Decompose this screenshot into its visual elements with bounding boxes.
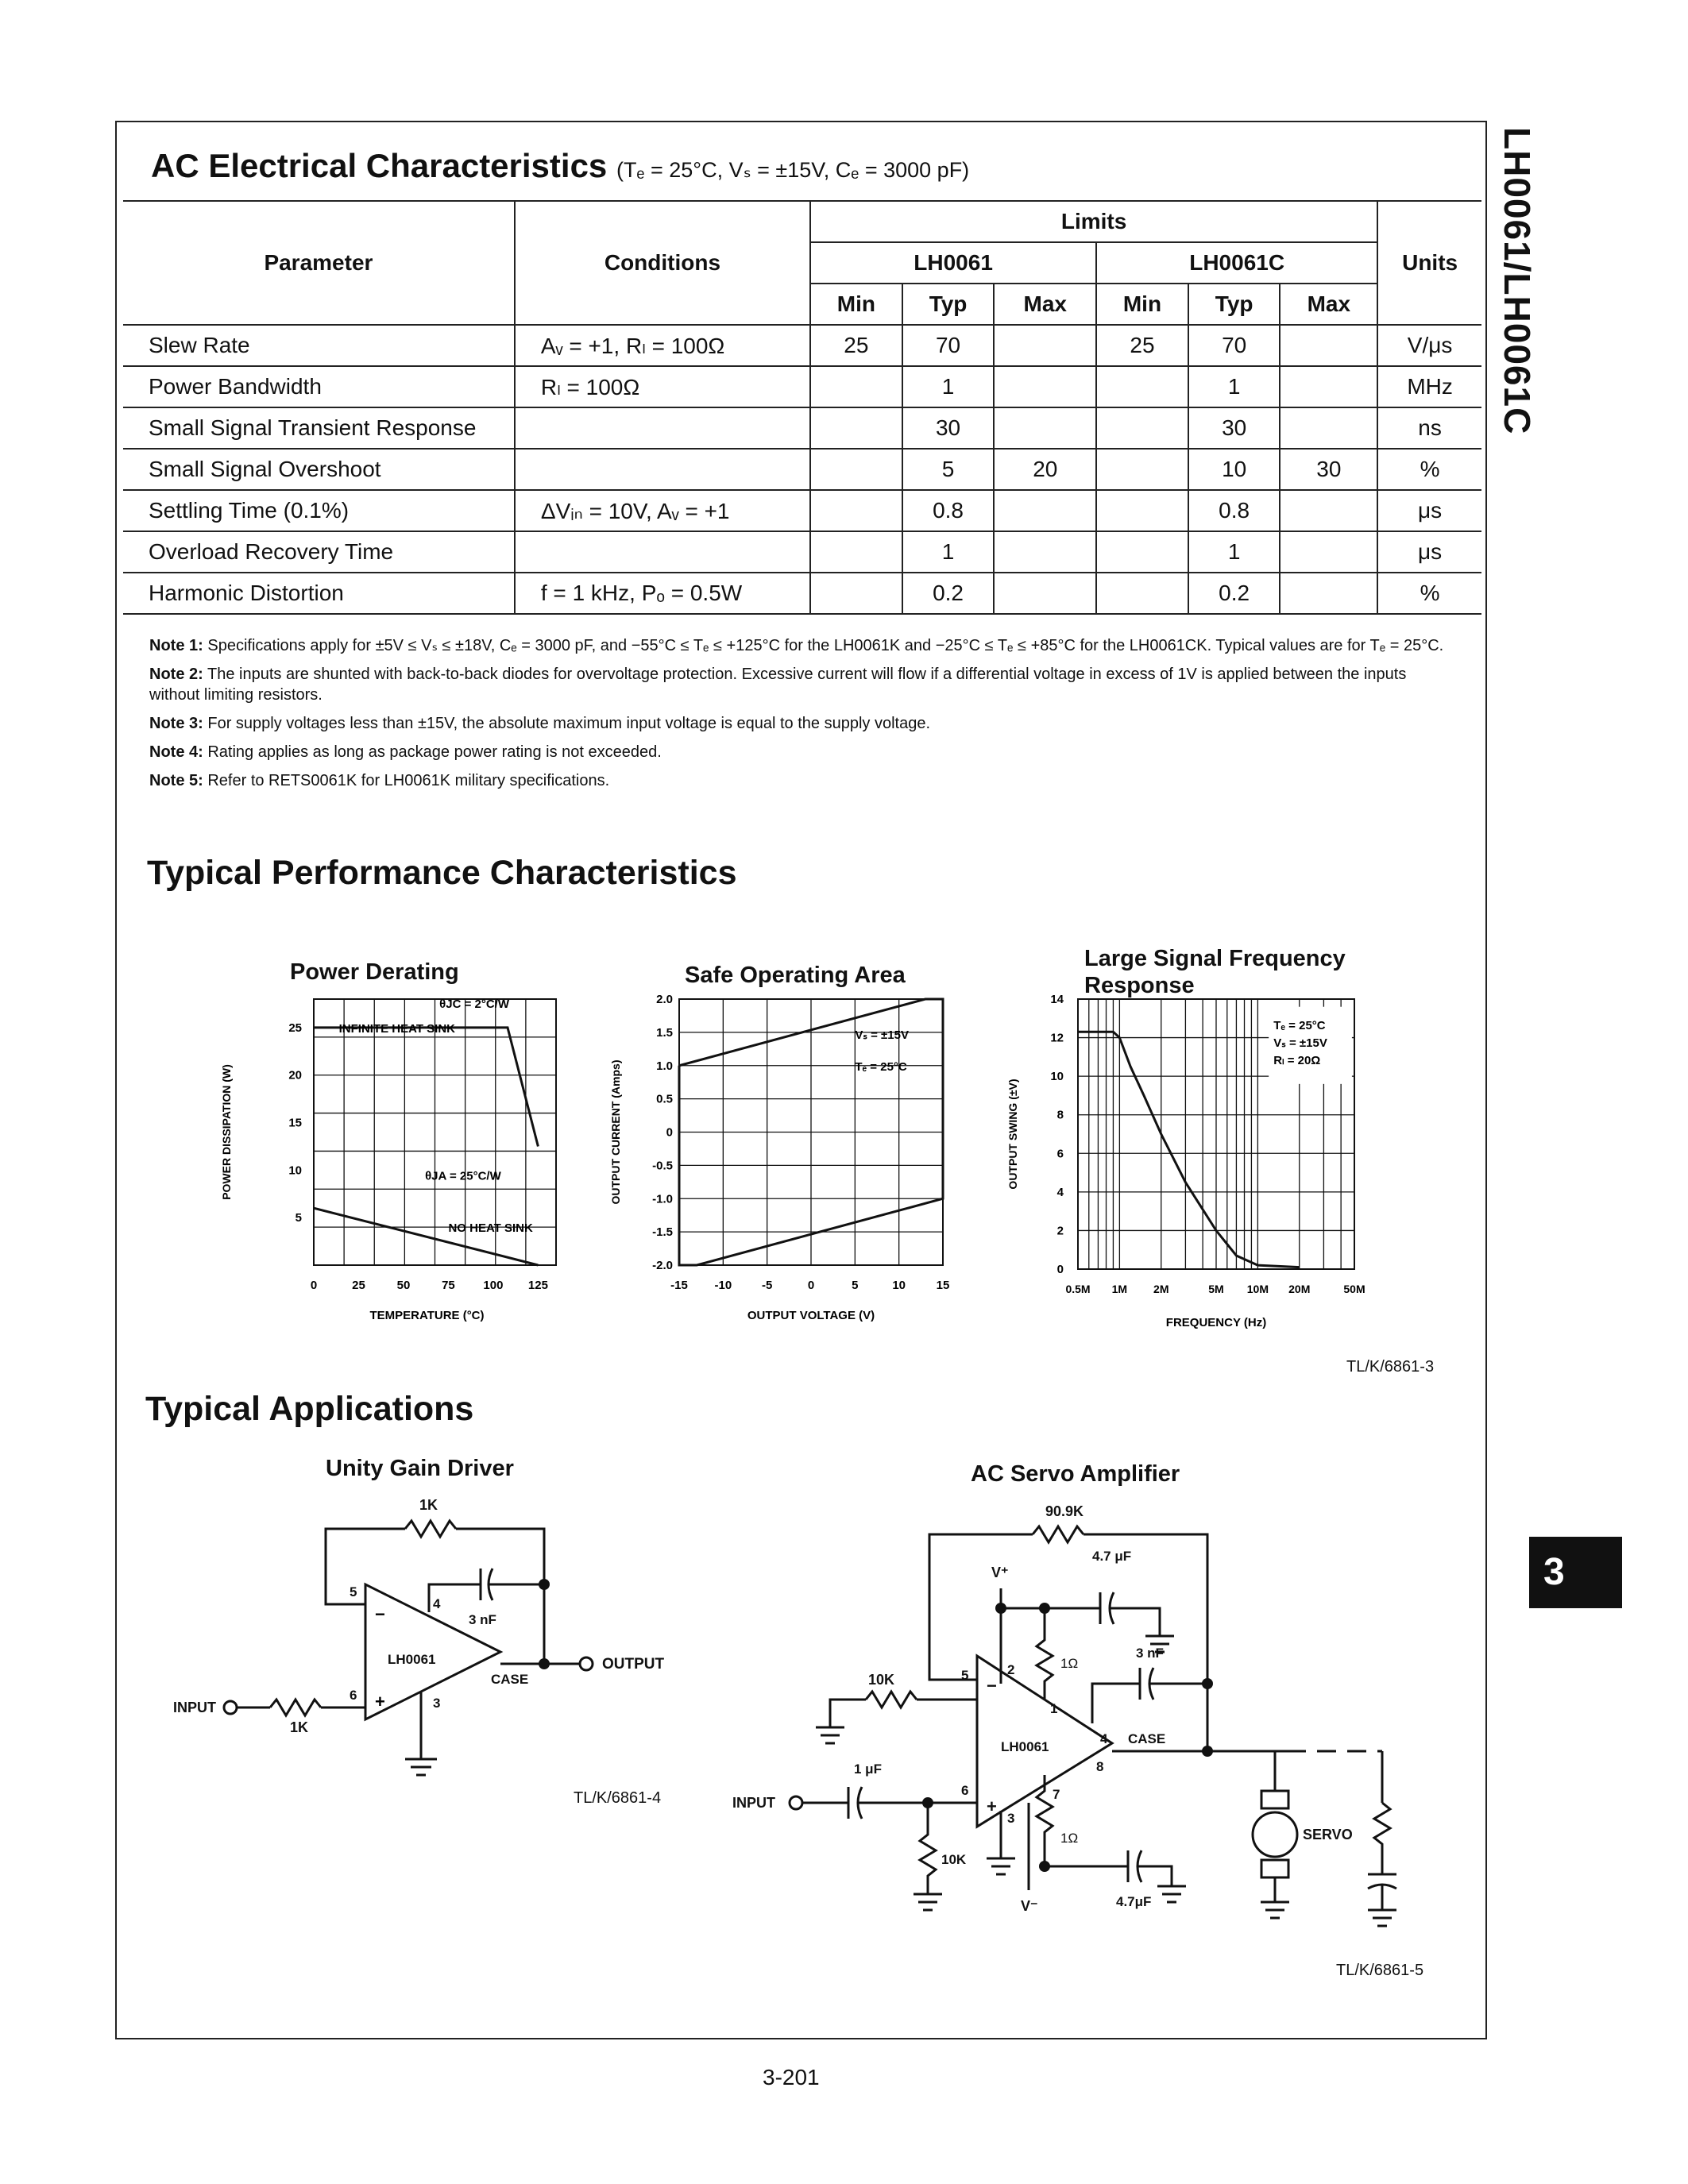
servo-pin1: 1	[1050, 1701, 1058, 1716]
cell-parameter: Slew Rate	[123, 325, 515, 366]
power-derating-series-line	[314, 1028, 538, 1147]
freq-response-annotation: Tₑ = 25°C	[1273, 1019, 1326, 1032]
note-label: Note 5:	[149, 772, 203, 789]
x-tick-label: 5	[852, 1279, 859, 1292]
header-typ: Typ	[1188, 284, 1280, 325]
x-tick-label: 25	[352, 1279, 365, 1292]
cell-units: μs	[1377, 490, 1481, 531]
y-tick-label: 0.5	[656, 1092, 673, 1106]
svg-text:−: −	[375, 1604, 385, 1624]
tl-ref-perf: TL/K/6861-3	[1346, 1358, 1435, 1376]
y-tick-label: 6	[1056, 1147, 1064, 1161]
y-axis-label: POWER DISSIPATION (W)	[220, 1064, 233, 1200]
y-tick-label: 10	[1050, 1070, 1064, 1084]
unity-r-input-label: 1K	[290, 1719, 309, 1735]
unity-input-label: INPUT	[173, 1700, 216, 1715]
servo-c-in-label: 1 μF	[854, 1761, 882, 1777]
header-units: Units	[1377, 201, 1481, 325]
svg-text:−: −	[987, 1676, 997, 1696]
servo-input-label: INPUT	[732, 1795, 775, 1811]
servo-pin8: 8	[1096, 1759, 1104, 1774]
freq-response-series-line	[1078, 1032, 1300, 1267]
side-title-text: LH0061/LH0061C	[1497, 127, 1538, 435]
y-axis-label: OUTPUT CURRENT (Amps)	[609, 1059, 622, 1205]
y-tick-label: 25	[288, 1021, 302, 1035]
header-min: Min	[1096, 284, 1188, 325]
y-tick-label: 8	[1056, 1108, 1064, 1122]
chart3-title: Large Signal Frequency Response	[1084, 946, 1346, 998]
servo-vplus-label: V⁺	[991, 1565, 1009, 1580]
header-conditions: Conditions	[515, 201, 810, 325]
freq-response-annotation: Rₗ = 20Ω	[1273, 1054, 1321, 1067]
series-label-no-heat-sink: NO HEAT SINK	[448, 1221, 533, 1236]
chart2-title: Safe Operating Area	[685, 963, 906, 988]
servo-cap-fb-label: 3 nF	[1136, 1646, 1164, 1661]
unity-cap-label: 3 nF	[469, 1612, 496, 1627]
cell-min1: 25	[810, 325, 902, 366]
cell-max1: 20	[994, 449, 1096, 490]
y-axis-label: OUTPUT SWING (±V)	[1006, 1078, 1019, 1190]
tl-ref-unity: TL/K/6861-4	[574, 1789, 662, 1807]
note-text: Specifications apply for ±5V ≤ Vₛ ≤ ±18V, Cₑ = 3000 pF, and −55°C ≤ Tₑ ≤ +125°C for the LH0061K and −25°C ≤ Tₑ ≤ +85°C for the LH0061CK. Typical values are for Tₑ = 25°C.	[207, 637, 1444, 654]
ac-servo-title: AC Servo Amplifier	[971, 1461, 1180, 1487]
cell-conditions: f = 1 kHz, Pₒ = 0.5W	[515, 573, 810, 614]
annotation-theta-jc: θJC = 2°C/W	[439, 997, 510, 1011]
header-lh0061: LH0061	[810, 242, 1096, 284]
tl-ref-servo: TL/K/6861-5	[1336, 1962, 1424, 1979]
cell-units: ns	[1377, 407, 1481, 449]
ac-title: AC Electrical Characteristics	[151, 147, 608, 184]
y-tick-label: 20	[288, 1068, 302, 1082]
y-tick-label: 0	[666, 1125, 673, 1140]
servo-pin3: 3	[1007, 1811, 1015, 1826]
x-tick-label: 75	[442, 1279, 455, 1292]
unity-pin4: 4	[433, 1596, 441, 1611]
x-tick-label: 0	[310, 1279, 318, 1292]
unity-pin6: 6	[350, 1688, 357, 1703]
x-axis-label: TEMPERATURE (°C)	[369, 1309, 485, 1322]
cell-parameter: Power Bandwidth	[123, 366, 515, 407]
servo-pin7: 7	[1053, 1787, 1060, 1802]
x-tick-label: -10	[714, 1279, 732, 1292]
cell-units: V/μs	[1377, 325, 1481, 366]
unity-pin3: 3	[433, 1696, 441, 1711]
unity-case-label: CASE	[491, 1672, 529, 1687]
header-max: Max	[994, 284, 1096, 325]
cell-typ1: 0.2	[902, 573, 995, 614]
x-axis-label: OUTPUT VOLTAGE (V)	[747, 1309, 875, 1322]
cell-typ1: 1	[902, 531, 995, 573]
x-tick-label: 15	[936, 1279, 950, 1292]
servo-label: SERVO	[1303, 1827, 1353, 1843]
header-typ: Typ	[902, 284, 995, 325]
servo-cap-bot-label: 4.7μF	[1116, 1894, 1152, 1909]
y-tick-label: -1.0	[652, 1192, 673, 1206]
note-label: Note 1:	[149, 637, 203, 654]
y-tick-label: 15	[288, 1116, 302, 1130]
cell-typ2: 0.8	[1188, 490, 1280, 531]
x-tick-label: 20M	[1288, 1283, 1311, 1295]
servo-case-label: CASE	[1128, 1731, 1166, 1746]
header-parameter: Parameter	[123, 201, 515, 325]
x-tick-label: 50M	[1343, 1283, 1365, 1295]
y-tick-label: 14	[1050, 993, 1064, 1006]
x-tick-label: 10	[892, 1279, 906, 1292]
servo-pin6: 6	[961, 1783, 969, 1798]
cell-typ2: 10	[1188, 449, 1280, 490]
freq-response-annotation: Vₛ = ±15V	[1273, 1036, 1327, 1050]
y-tick-label: 12	[1050, 1031, 1064, 1045]
unity-pin5: 5	[350, 1584, 357, 1599]
x-tick-label: 125	[527, 1279, 548, 1292]
header-lh0061c: LH0061C	[1096, 242, 1377, 284]
cell-typ1: 5	[902, 449, 995, 490]
servo-r-in-label: 10K	[868, 1672, 895, 1688]
x-tick-label: 10M	[1246, 1283, 1269, 1295]
cell-typ2: 70	[1188, 325, 1280, 366]
cell-units: %	[1377, 449, 1481, 490]
y-tick-label: 2	[1056, 1224, 1064, 1238]
x-tick-label: -15	[670, 1279, 688, 1292]
cell-typ1: 1	[902, 366, 995, 407]
cell-parameter: Small Signal Overshoot	[123, 449, 515, 490]
cell-typ1: 70	[902, 325, 995, 366]
cell-typ1: 30	[902, 407, 995, 449]
note-text: For supply voltages less than ±15V, the absolute maximum input voltage is equal to the supply voltage.	[207, 715, 931, 732]
y-tick-label: 1.5	[656, 1025, 673, 1040]
soa-annotation-tc: Tₑ = 25°C	[855, 1059, 907, 1074]
y-tick-label: 10	[288, 1163, 302, 1178]
x-tick-label: 0	[807, 1279, 815, 1292]
cell-conditions: Rₗ = 100Ω	[515, 366, 810, 407]
header-min: Min	[810, 284, 902, 325]
x-tick-label: 0.5M	[1065, 1283, 1091, 1295]
servo-r1-bot-label: 1Ω	[1060, 1831, 1079, 1846]
note-label: Note 3:	[149, 715, 203, 732]
x-tick-label: 1M	[1111, 1283, 1128, 1295]
y-tick-label: -1.5	[652, 1225, 673, 1240]
page-number: 3-201	[763, 2065, 820, 2089]
y-tick-label: 4	[1056, 1185, 1064, 1199]
cell-conditions: Aᵥ = +1, Rₗ = 100Ω	[515, 325, 810, 366]
servo-vminus-label: V⁻	[1021, 1898, 1038, 1914]
unity-ic-label: LH0061	[388, 1652, 436, 1667]
svg-text:+: +	[375, 1692, 385, 1711]
unity-r-feedback-label: 1K	[419, 1497, 438, 1513]
x-tick-label: 50	[396, 1279, 411, 1292]
note-text: Refer to RETS0061K for LH0061K military specifications.	[207, 772, 610, 789]
unity-output-label: OUTPUT	[602, 1656, 665, 1673]
y-tick-label: 0	[1056, 1263, 1064, 1276]
servo-cap-top-label: 4.7 μF	[1092, 1549, 1132, 1564]
typical-applications-title: Typical Applications	[145, 1390, 474, 1428]
y-tick-label: 2.0	[656, 993, 673, 1006]
header-max: Max	[1280, 284, 1377, 325]
header-limits: Limits	[810, 201, 1377, 242]
annotation-theta-ja: θJA = 25°C/W	[425, 1169, 501, 1183]
cell-typ2: 0.2	[1188, 573, 1280, 614]
cell-units: μs	[1377, 531, 1481, 573]
cell-units: MHz	[1377, 366, 1481, 407]
cell-parameter: Small Signal Transient Response	[123, 407, 515, 449]
series-label-infinite-heat-sink: INFINITE HEAT SINK	[338, 1021, 456, 1036]
cell-max2: 30	[1280, 449, 1377, 490]
cell-typ2: 1	[1188, 531, 1280, 573]
servo-r-feedback-label: 90.9K	[1045, 1503, 1084, 1519]
chart1-title: Power Derating	[290, 959, 459, 985]
y-tick-label: 1.0	[656, 1059, 673, 1073]
y-tick-label: 5	[295, 1211, 302, 1225]
x-axis-label: FREQUENCY (Hz)	[1165, 1316, 1267, 1329]
typical-performance-title: Typical Performance Characteristics	[147, 854, 737, 892]
servo-pin2: 2	[1007, 1662, 1015, 1677]
note-text: The inputs are shunted with back-to-back diodes for overvoltage protection. Excessive current will flow if a differential voltage in excess of 1V is applied between the inputs without limiting resistors.	[149, 666, 1407, 704]
servo-pin4: 4	[1100, 1731, 1108, 1746]
servo-pin5: 5	[961, 1668, 969, 1683]
x-tick-label: -5	[761, 1279, 773, 1292]
cell-typ1: 0.8	[902, 490, 995, 531]
power-derating-series-line	[314, 1208, 538, 1265]
servo-r1-top-label: 1Ω	[1060, 1656, 1079, 1671]
cell-min2: 25	[1096, 325, 1188, 366]
servo-ic-label: LH0061	[1001, 1739, 1049, 1754]
x-tick-label: 2M	[1153, 1283, 1169, 1295]
servo-r-gnd-label: 10K	[941, 1852, 967, 1867]
x-tick-label: 100	[483, 1279, 504, 1292]
cell-parameter: Overload Recovery Time	[123, 531, 515, 573]
note-label: Note 4:	[149, 743, 203, 761]
y-tick-label: -2.0	[652, 1259, 673, 1272]
cell-conditions: ΔVᵢₙ = 10V, Aᵥ = +1	[515, 490, 810, 531]
cell-typ2: 1	[1188, 366, 1280, 407]
cell-parameter: Settling Time (0.1%)	[123, 490, 515, 531]
svg-text:+: +	[987, 1796, 997, 1816]
note-text: Rating applies as long as package power rating is not exceeded.	[207, 743, 662, 761]
cell-parameter: Harmonic Distortion	[123, 573, 515, 614]
cell-units: %	[1377, 573, 1481, 614]
ac-conditions: (Tₑ = 25°C, Vₛ = ±15V, Cₑ = 3000 pF)	[616, 158, 970, 182]
soa-annotation-vs: Vₛ = ±15V	[855, 1028, 909, 1042]
cell-typ2: 30	[1188, 407, 1280, 449]
section-tab: 3	[1529, 1537, 1622, 1608]
x-tick-label: 5M	[1208, 1283, 1224, 1295]
unity-gain-title: Unity Gain Driver	[326, 1456, 514, 1481]
y-tick-label: -0.5	[652, 1159, 673, 1173]
note-label: Note 2:	[149, 666, 203, 683]
